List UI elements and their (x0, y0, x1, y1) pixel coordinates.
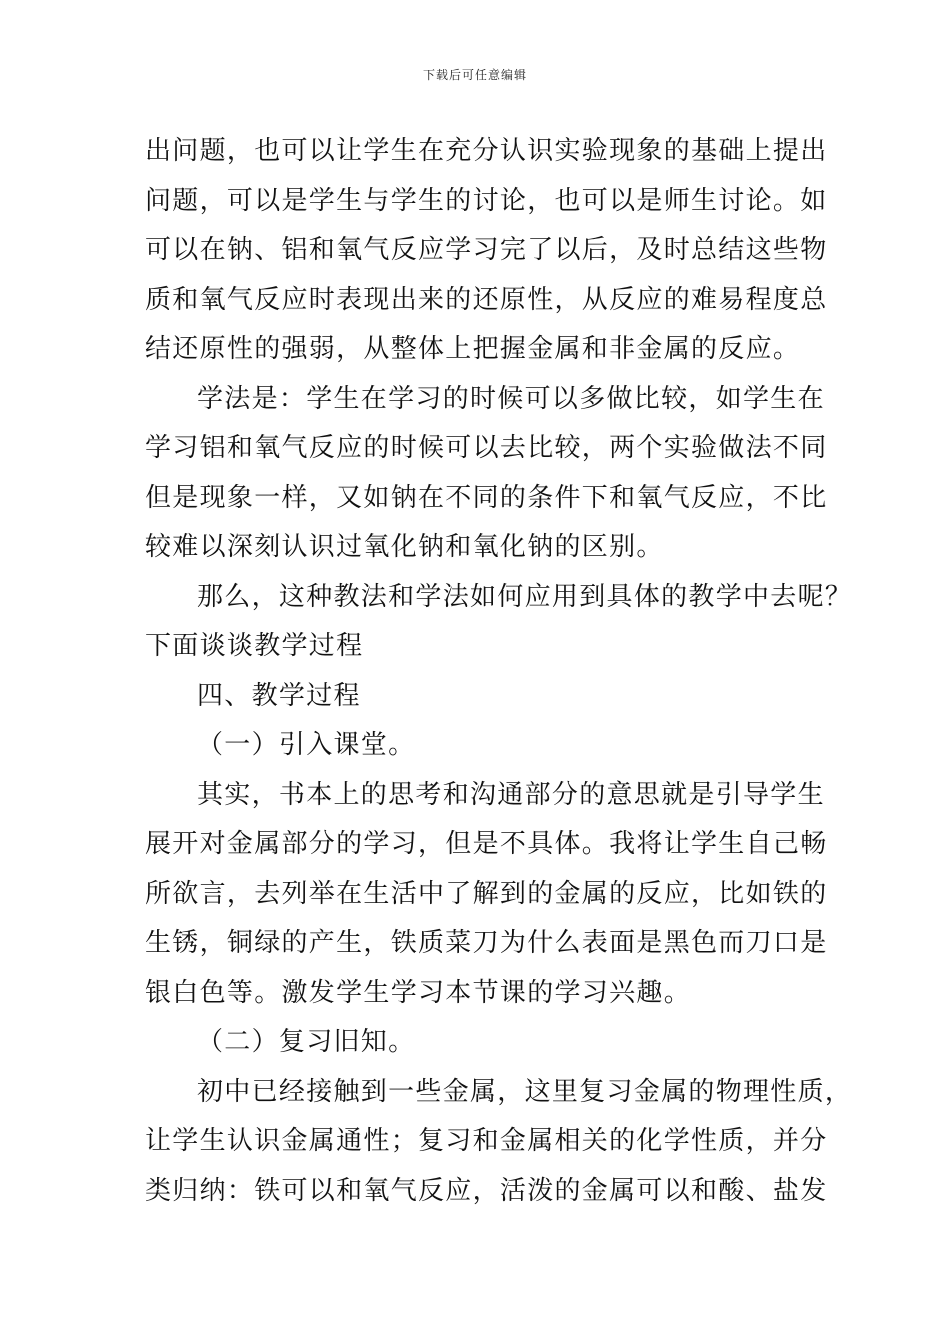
text-line: 可以在钠、铝和氧气反应学习完了以后，及时总结这些物 (145, 235, 828, 265)
text-line: 较难以深刻认识过氧化钠和氧化钠的区别。 (145, 532, 664, 562)
paragraph-start: 学法是：学生在学习的时候可以多做比较，如学生在 (197, 383, 825, 414)
paragraph-start: 初中已经接触到一些金属，这里复习金属的物理性质， (197, 1076, 853, 1107)
document-body (145, 127, 853, 1216)
text-line: 学习铝和氧气反应的时候可以去比较，两个实验做法不同 (145, 433, 828, 463)
text-line: 展开对金属部分的学习，但是不具体。我将让学生自己畅 (145, 829, 828, 859)
text-line: 让学生认识金属通性；复习和金属相关的化学性质，并分 (145, 1126, 828, 1156)
page-header: 下载后可任意编辑 (422, 68, 527, 82)
subsection-heading: （一）引入课堂。 (197, 730, 416, 760)
text-line: 问题，可以是学生与学生的讨论，也可以是师生讨论。如 (145, 185, 828, 216)
subsection-heading: （二）复习旧知。 (197, 1027, 416, 1057)
text-line: 银白色等。激发学生学习本节课的学习兴趣。 (145, 977, 692, 1008)
text-line: 出问题，也可以让学生在充分认识实验现象的基础上提出 (145, 136, 828, 166)
text-line: 类归纳：铁可以和氧气反应，活泼的金属可以和酸、盐发 (145, 1175, 828, 1206)
text-line: 但是现象一样，又如钠在不同的条件下和氧气反应，不比 (145, 482, 828, 513)
paragraph-start: 那么，这种教法和学法如何应用到具体的教学中去呢？ (197, 581, 853, 612)
paragraph-start: 其实，书本上的思考和沟通部分的意思就是引导学生 (197, 779, 825, 810)
text-line: 质和氧气反应时表现出来的还原性，从反应的难易程度总 (145, 284, 828, 315)
text-line: 结还原性的强弱，从整体上把握金属和非金属的反应。 (145, 334, 801, 364)
text-line: 生锈，铜绿的产生，铁质菜刀为什么表面是黑色而刀口是 (145, 928, 828, 958)
text-line: 下面谈谈教学过程 (145, 631, 364, 661)
section-heading: 四、教学过程 (197, 680, 361, 711)
text-line: 所欲言，去列举在生活中了解到的金属的反应，比如铁的 (145, 878, 828, 909)
